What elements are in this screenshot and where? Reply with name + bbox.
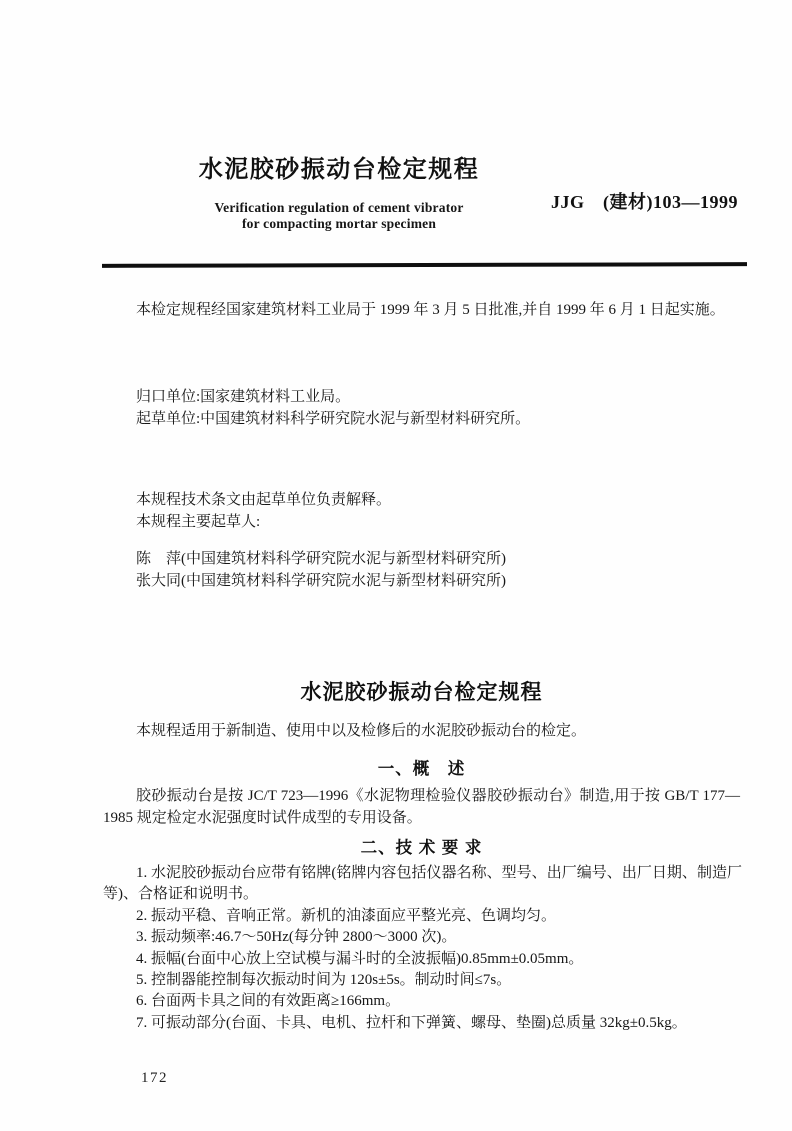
requirement-item: 2. 振动平稳、音响正常。新机的油漆面应平整光亮、色调均匀。 [136, 907, 557, 924]
requirement-item: 1. 水泥胶砂振动台应带有铭牌(铭牌内容包括仪器名称、型号、出厂编号、出厂日期、制造厂等)、合格证和说明书。 [103, 865, 742, 903]
page-number: 172 [141, 1070, 168, 1086]
requirements-list [103, 863, 742, 1034]
centralized-unit-line: 归口单位:国家建筑材料工业局。 [136, 389, 351, 405]
requirement-item: 3. 振动频率:46.7～50Hz(每分钟 2800～3000 次)。 [136, 929, 457, 946]
document-title-en-line1: Verification regulation of cement vibrator [214, 200, 464, 215]
drafter-line: 张大同(中国建筑材料科学研究院水泥与新型材料研究所) [136, 573, 506, 589]
scope-statement: 本规程适用于新制造、使用中以及检修后的水泥胶砂振动台的检定。 [136, 723, 587, 739]
document-code: JJG (建材)103—1999 [551, 192, 738, 212]
section-heading-requirements: 二、技 术 要 求 [360, 839, 483, 857]
document-title-cn: 水泥胶砂振动台检定规程 [198, 156, 480, 183]
drafters-label: 本规程主要起草人: [136, 514, 261, 530]
approval-statement: 本检定规程经国家建筑材料工业局于 1999 年 3 月 5 日批准,并自 1999 年 6 月 1 日起实施。 [136, 302, 725, 318]
interpretation-line: 本规程技术条文由起草单位负责解释。 [136, 492, 392, 508]
section-heading-overview: 一、概 述 [377, 760, 466, 778]
requirement-item: 5. 控制器能控制每次振动时间为 120s±5s。制动时间≤7s。 [136, 972, 512, 989]
drafting-unit-line: 起草单位:中国建筑材料科学研究院水泥与新型材料研究所。 [136, 411, 531, 427]
overview-paragraph: 胶砂振动台是按 JC/T 723—1996《水泥物理检验仪器胶砂振动台》制造,用于按 GB/T 177—1985 规定检定水泥强度时试件成型的专用设备。 [103, 788, 740, 826]
requirement-item: 4. 振幅(台面中心放上空试模与漏斗时的全波振幅)0.85mm±0.05mm。 [136, 950, 584, 967]
header-rule [102, 262, 747, 268]
requirement-item: 6. 台面两卡具之间的有效距离≥166mm。 [136, 993, 401, 1010]
document-title-en-line2: for compacting mortar specimen [241, 215, 437, 231]
main-title: 水泥胶砂振动台检定规程 [300, 681, 543, 704]
drafter-line: 陈 萍(中国建筑材料科学研究院水泥与新型材料研究所) [136, 551, 506, 567]
header-title-block [103, 156, 575, 231]
document-title-en [103, 200, 575, 231]
requirement-item: 7. 可振动部分(台面、卡具、电机、拉杆和下弹簧、螺母、垫圈)总质量 32kg±0.5kg。 [136, 1014, 687, 1031]
